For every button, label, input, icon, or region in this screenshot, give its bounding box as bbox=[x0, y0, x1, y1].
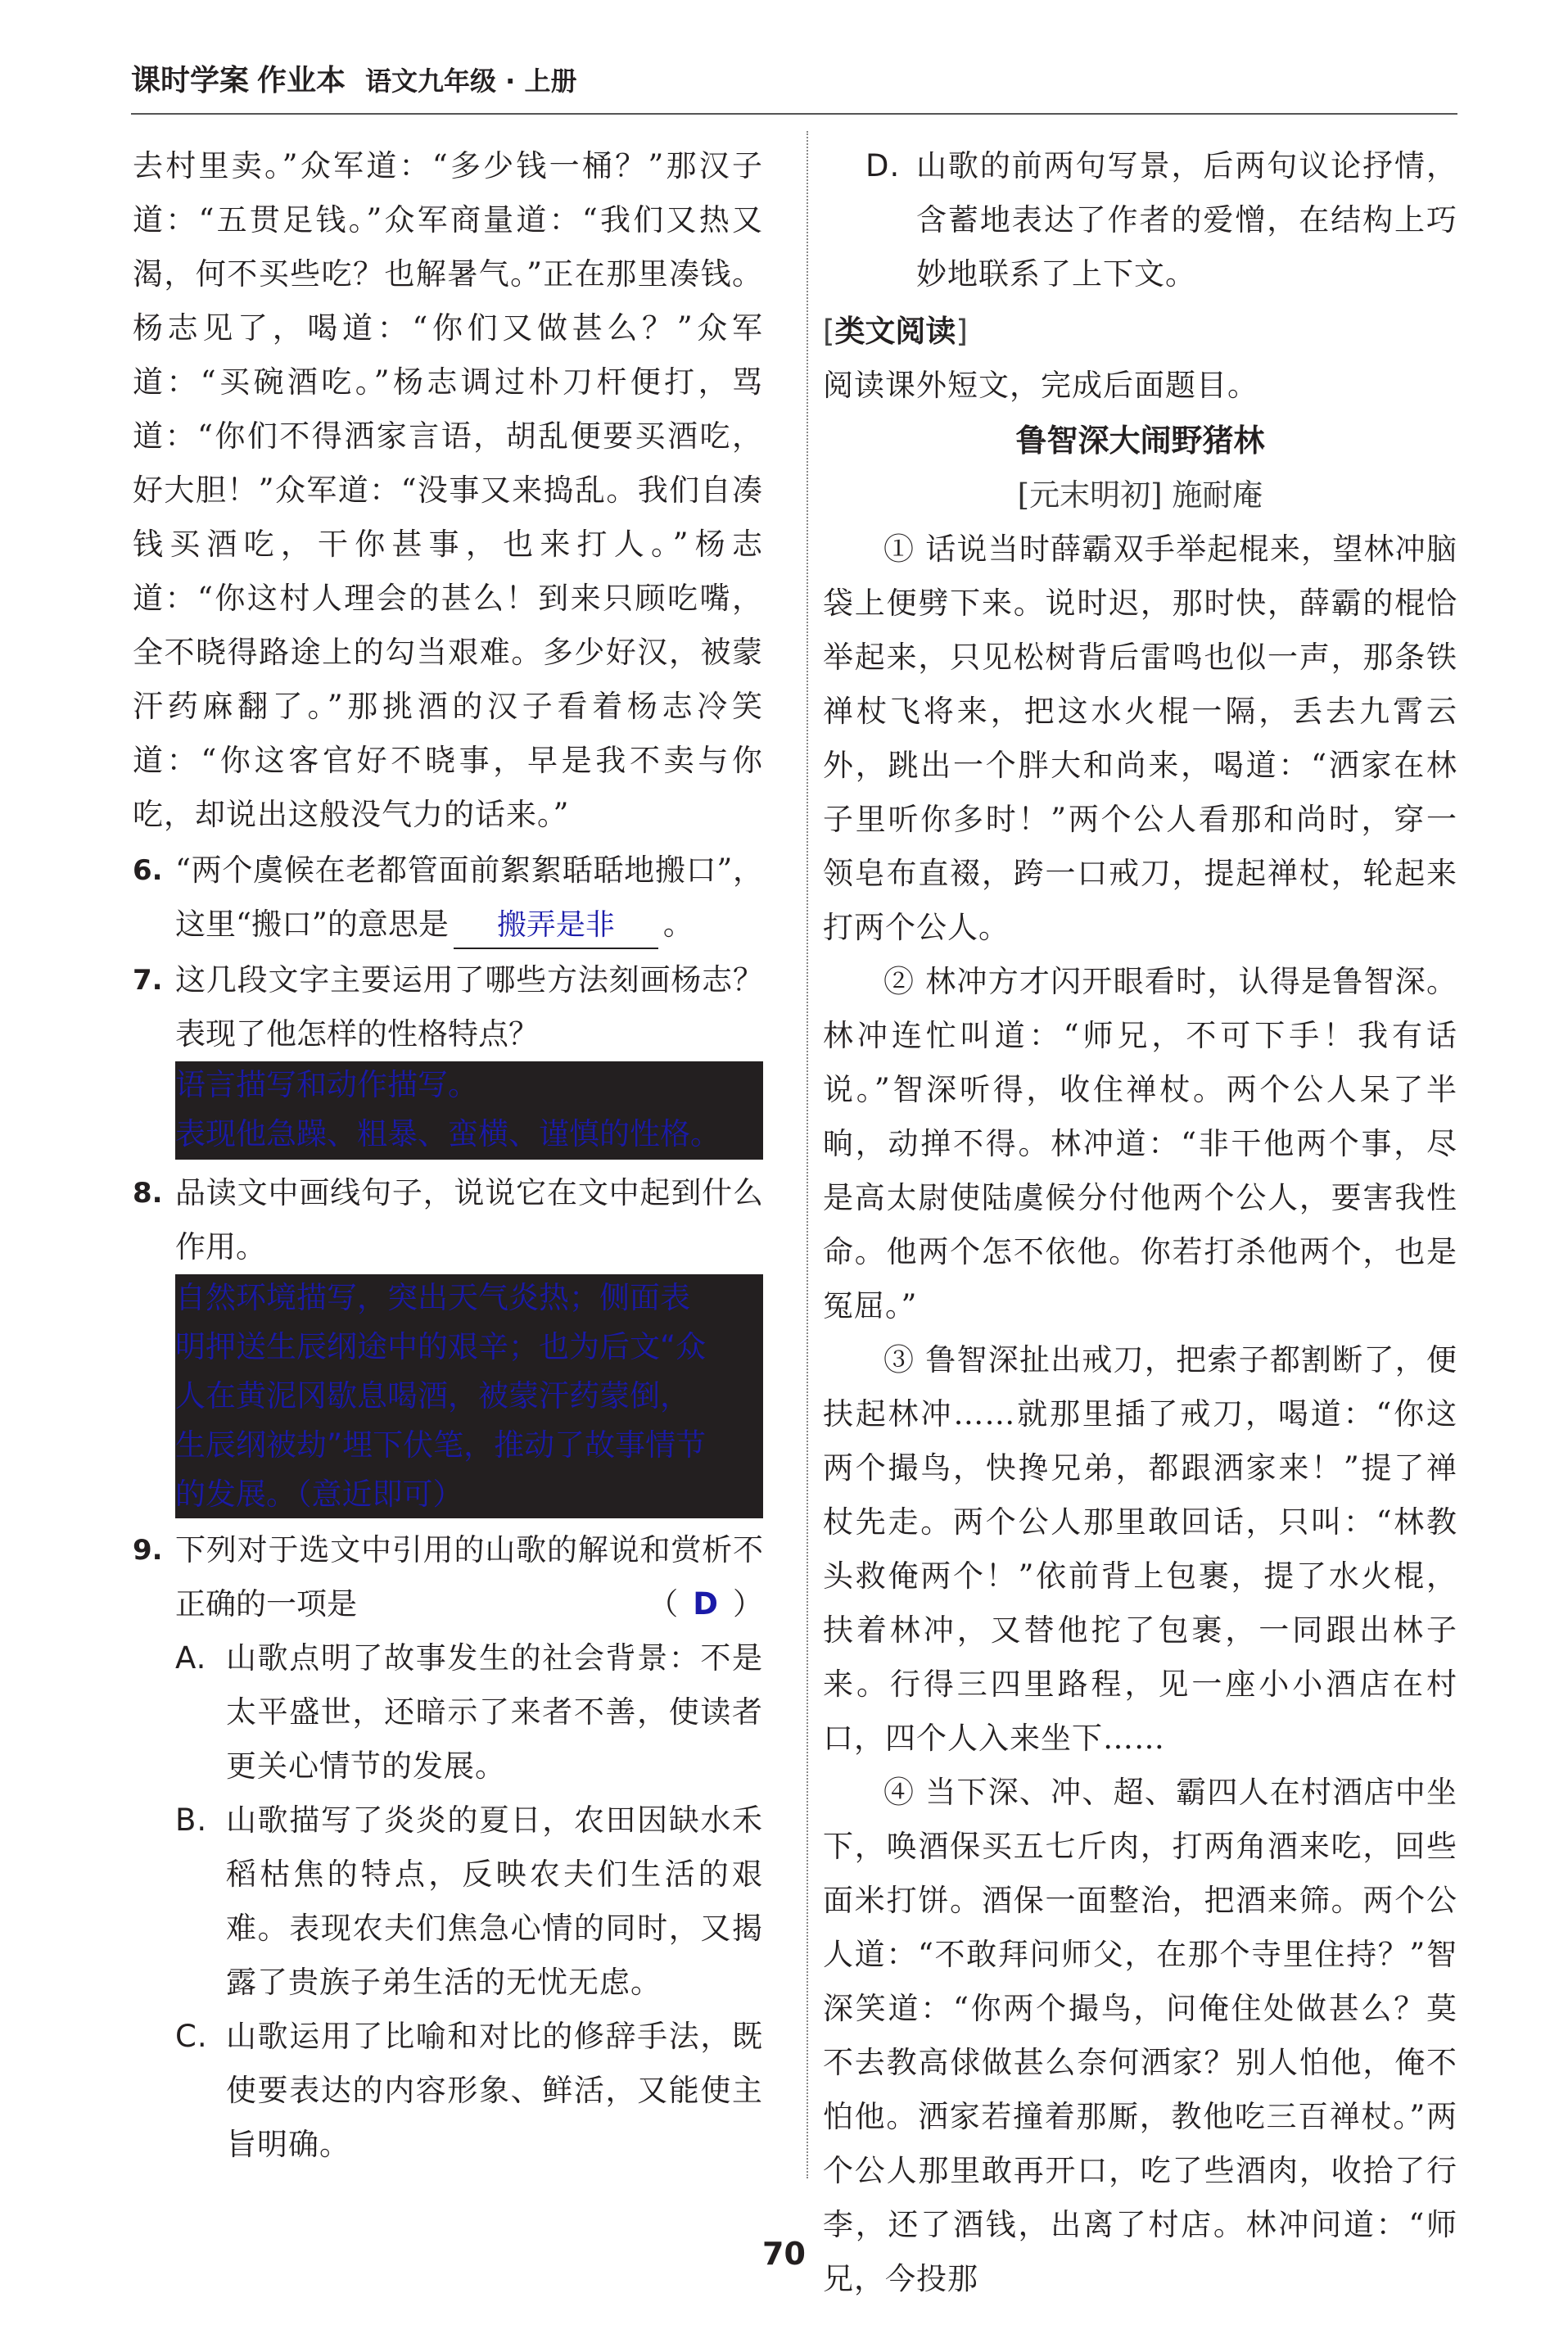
q9-answer-bracket bbox=[648, 1577, 763, 1631]
answer-line: 生辰纲被劫”埋下伏笔，推动了故事情节 bbox=[175, 1422, 763, 1471]
header-subject: 语文九年级 · 上册 bbox=[365, 66, 577, 97]
q6-text-after: 。 bbox=[662, 907, 694, 942]
question-text bbox=[175, 844, 763, 952]
question-text: 品读文中画线句子，说说它在文中起到什么作用。 bbox=[175, 1175, 763, 1264]
option-b bbox=[175, 1794, 763, 2010]
option-text: 山歌点明了故事发生的社会背景：不是太平盛世，还暗示了来者不善，使读者更关心情节的发展。 bbox=[226, 1640, 763, 1784]
question-9 bbox=[133, 1523, 763, 1631]
option-d bbox=[865, 139, 1457, 301]
question-number: 9. bbox=[133, 1534, 163, 1567]
article-title: 鲁智深大闹野猪林 bbox=[1015, 423, 1265, 459]
option-c bbox=[175, 2010, 763, 2172]
page-number: 70 bbox=[762, 2236, 806, 2272]
header-brand: 课时学案 bbox=[131, 64, 250, 97]
bracket-close: ] bbox=[1150, 477, 1163, 513]
option-label: D. bbox=[865, 148, 901, 183]
q9-answer: D bbox=[693, 1586, 718, 1622]
page-header bbox=[131, 57, 576, 106]
header-rule bbox=[131, 113, 1457, 115]
q7-answer bbox=[175, 1061, 763, 1160]
article-author bbox=[823, 468, 1457, 522]
question-number: 6. bbox=[133, 854, 163, 887]
answer-line: 语言描写和动作描写。 bbox=[175, 1061, 763, 1110]
answer-line: 的发展。（意近即可） bbox=[175, 1477, 463, 1512]
right-column bbox=[823, 139, 1457, 2306]
q6-text-before: “两个虞候在老都管面前絮絮聒聒地搬口”，这里“搬口”的意思是 bbox=[175, 853, 763, 942]
bracket-open: [ bbox=[823, 314, 835, 349]
answer-line: 表现他急躁、粗暴、蛮横、谨慎的性格。 bbox=[175, 1110, 763, 1160]
option-text: 山歌的前两句写景，后两句议论抒情，含蓄地表达了作者的爱憎，在结构上巧妙地联系了上下文。 bbox=[916, 148, 1457, 292]
article-paragraph-3: ③ 鲁智深扯出戒刀，把索子都割断了，便扶起林冲……就那里插了戒刀，喝道：“你这两个撮鸟，快搀兄弟，都跟洒家来！”提了禅杖先走。两个公人那里敢回话，只叫：“林教头救俺两个！”依前背上包裹，提了水火棍，扶着林冲，又替他拕了包裹，一同跟出林子来。行得三四里路程，见一座小小酒店在村口，四个人入来坐下…… bbox=[823, 1342, 1457, 1756]
article-paragraph-2: ② 林冲方才闪开眼看时，认得是鲁智深。林冲连忙叫道：“师兄，不可下手！我有话说。”智深听得，收住禅杖。两个公人呆了半晌，动掸不得。林冲道：“非干他两个事，尽是高太尉使陆虞候分付他两个公人，要害我性命。他两个怎不依他。你若打杀他两个，也是冤屈。” bbox=[823, 964, 1457, 1323]
question-text: 这几段文字主要运用了哪些方法刻画杨志？表现了他怎样的性格特点？ bbox=[175, 962, 763, 1052]
question-number: 7. bbox=[133, 964, 163, 997]
article-paragraph-4: ④ 当下深、冲、超、霸四人在村酒店中坐下，唤酒保买五七斤肉，打两角酒来吃，回些面米打饼。酒保一面整治，把酒来筛。两个公人道：“不敢拜问师父，在那个寺里住持？”智深笑道：“你两个撮鸟，问俺住处做甚么？莫不去教高俅做甚么奈何洒家？别人怕他，俺不怕他。洒家若撞着那厮，教他吃三百禅杖。”两个公人那里敢再开口，吃了些酒肉，收拾了行李，还了酒钱，出离了村店。林冲问道：“师兄，今投那 bbox=[823, 1775, 1457, 2296]
section-label-text: 类文阅读 bbox=[834, 314, 956, 349]
header-product: 作业本 bbox=[257, 64, 346, 97]
section-label bbox=[823, 305, 1457, 359]
question-6 bbox=[133, 844, 763, 952]
option-label: A. bbox=[175, 1640, 207, 1676]
q9-text: 下列对于选文中引用的山歌的解说和赏析不正确的一项是 bbox=[175, 1532, 763, 1622]
instruction: 阅读课外短文，完成后面题目。 bbox=[823, 368, 1258, 403]
passage-paragraph: 去村里卖。”众军道：“多少钱一桶？”那汉子道：“五贯足钱。”众军商量道：“我们又热又渴，何不买些吃？也解暑气。”正在那里凑钱。杨志见了，喝道：“你们又做甚么？”众军道：“买碗酒吃。”杨志调过朴刀杆便打，骂道：“你们不得洒家言语，胡乱便要买酒吃，好大胆！”众军道：“没事又来捣乱。我们自凑钱买酒吃，干你甚事，也来打人。”杨志道：“你这村人理会的甚么！到来只顾吃嘴，全不晓得路途上的勾当艰难。多少好汉，被蒙汗药麻翻了。”那挑酒的汉子看着杨志冷笑道：“你这客官好不晓事，早是我不卖与你吃，却说出这般没气力的话来。” bbox=[133, 148, 763, 832]
article-paragraph-1: ① 话说当时薛霸双手举起棍来，望林冲脑袋上便劈下来。说时迟，那时快，薛霸的棍恰举起来，只见松树背后雷鸣也似一声，那条铁禅杖飞将来，把这水火棍一隔，丢去九霄云外，跳出一个胖大和尚来，喝道：“洒家在林子里听你多时！”两个公人看那和尚时，穿一领皂布直裰，跨一口戒刀，提起禅杖，轮起来打两个公人。 bbox=[823, 531, 1457, 945]
option-text: 山歌运用了比喻和对比的修辞手法，既使要表达的内容形象、鲜活，又能使主旨明确。 bbox=[226, 2019, 763, 2162]
option-text: 山歌描写了炎炎的夏日，农田因缺水禾稻枯焦的特点，反映农夫们生活的艰难。表现农夫们焦急心情的同时，又揭露了贵族子弟生活的无忧无虑。 bbox=[226, 1803, 763, 2000]
question-8 bbox=[133, 1166, 763, 1274]
q8-answer bbox=[175, 1274, 763, 1518]
option-label: B. bbox=[175, 1803, 208, 1838]
left-column bbox=[133, 139, 763, 2172]
author-era: 元末明初 bbox=[1029, 477, 1151, 513]
answer-line: 人在黄泥冈歇息喝酒，被蒙汗药蒙倒， bbox=[175, 1373, 763, 1422]
column-divider bbox=[807, 131, 808, 2178]
bracket-close: ] bbox=[956, 314, 968, 349]
answer-line: 明押送生辰纲途中的艰辛；也为后文“众 bbox=[175, 1323, 763, 1373]
answer-line: 自然环境描写，突出天气炎热；侧面表 bbox=[175, 1274, 763, 1323]
option-label: C. bbox=[175, 2019, 208, 2054]
bracket-open: （ bbox=[648, 1586, 679, 1622]
bracket-open: [ bbox=[1017, 477, 1030, 513]
author-name: 施耐庵 bbox=[1172, 477, 1263, 513]
q6-answer-blank: 搬弄是非 bbox=[454, 903, 658, 949]
bracket-close: ） bbox=[733, 1586, 763, 1622]
question-number: 8. bbox=[133, 1177, 163, 1210]
option-a bbox=[175, 1631, 763, 1794]
question-7 bbox=[133, 953, 763, 1061]
question-text bbox=[175, 1523, 763, 1631]
